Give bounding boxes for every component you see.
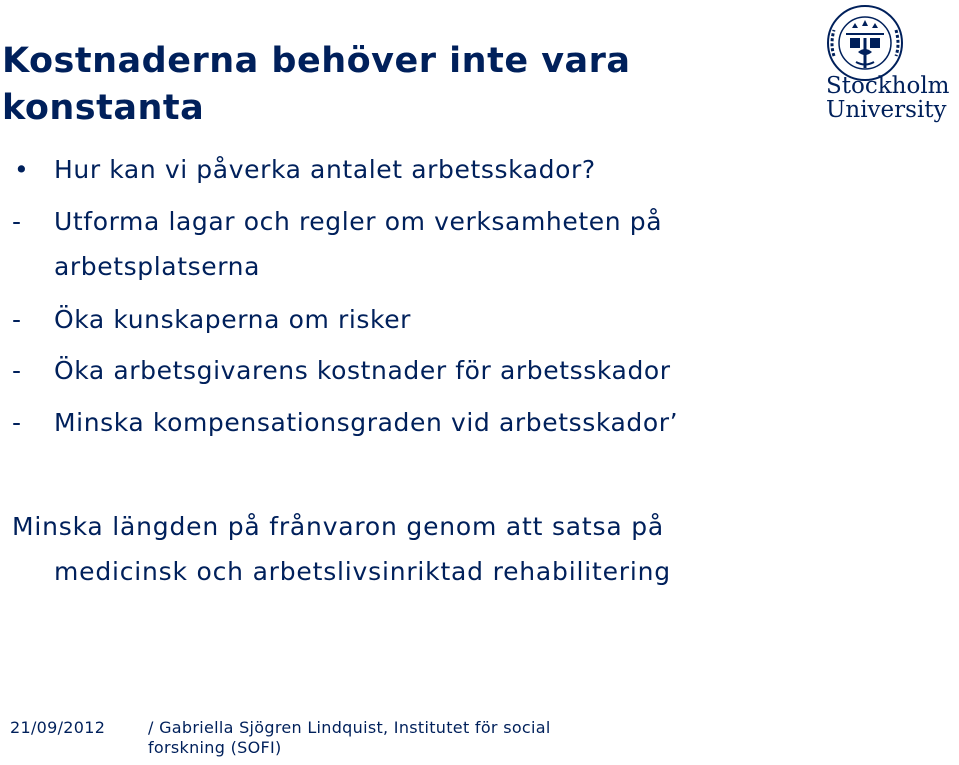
footer-author-line-1: / Gabriella Sjögren Lindquist, Institutet för social <box>148 718 551 737</box>
logo-wordmark <box>826 74 950 122</box>
footer-author <box>148 718 668 758</box>
bullet-marker: • <box>14 155 30 184</box>
dash-text: Minska kompensationsgraden vid arbetsskador’ <box>54 408 679 437</box>
logo-line-1: Stockholm <box>826 73 950 99</box>
dash-marker: - <box>12 207 22 236</box>
dash-text: Utforma lagar och regler om verksamheten på <box>54 207 663 236</box>
logo-line-2: University <box>826 97 947 123</box>
paragraph-line-2: medicinsk och arbetslivsinriktad rehabilitering <box>54 557 671 586</box>
slide-title <box>2 38 802 132</box>
dash-marker: - <box>12 356 22 385</box>
footer-date: 21/09/2012 <box>10 718 106 737</box>
dash-marker: - <box>12 408 22 437</box>
footer-author-line-2: forskning (SOFI) <box>148 738 282 757</box>
dash-text: Öka kunskaperna om risker <box>54 305 412 334</box>
university-seal-icon <box>826 4 904 82</box>
dash-text: Öka arbetsgivarens kostnader för arbetsskador <box>54 356 671 385</box>
dash-marker: - <box>12 305 22 334</box>
bullet-text: Hur kan vi påverka antalet arbetsskador? <box>54 155 596 184</box>
rehabilitation-paragraph <box>12 504 671 594</box>
stockholm-university-logo <box>826 4 958 128</box>
paragraph-line-1: Minska längden på frånvaron genom att satsa på <box>12 512 665 541</box>
title-line-1: Kostnaderna behöver inte vara <box>2 41 631 81</box>
dash-text: arbetsplatserna <box>54 252 261 281</box>
title-line-2: konstanta <box>2 88 205 128</box>
